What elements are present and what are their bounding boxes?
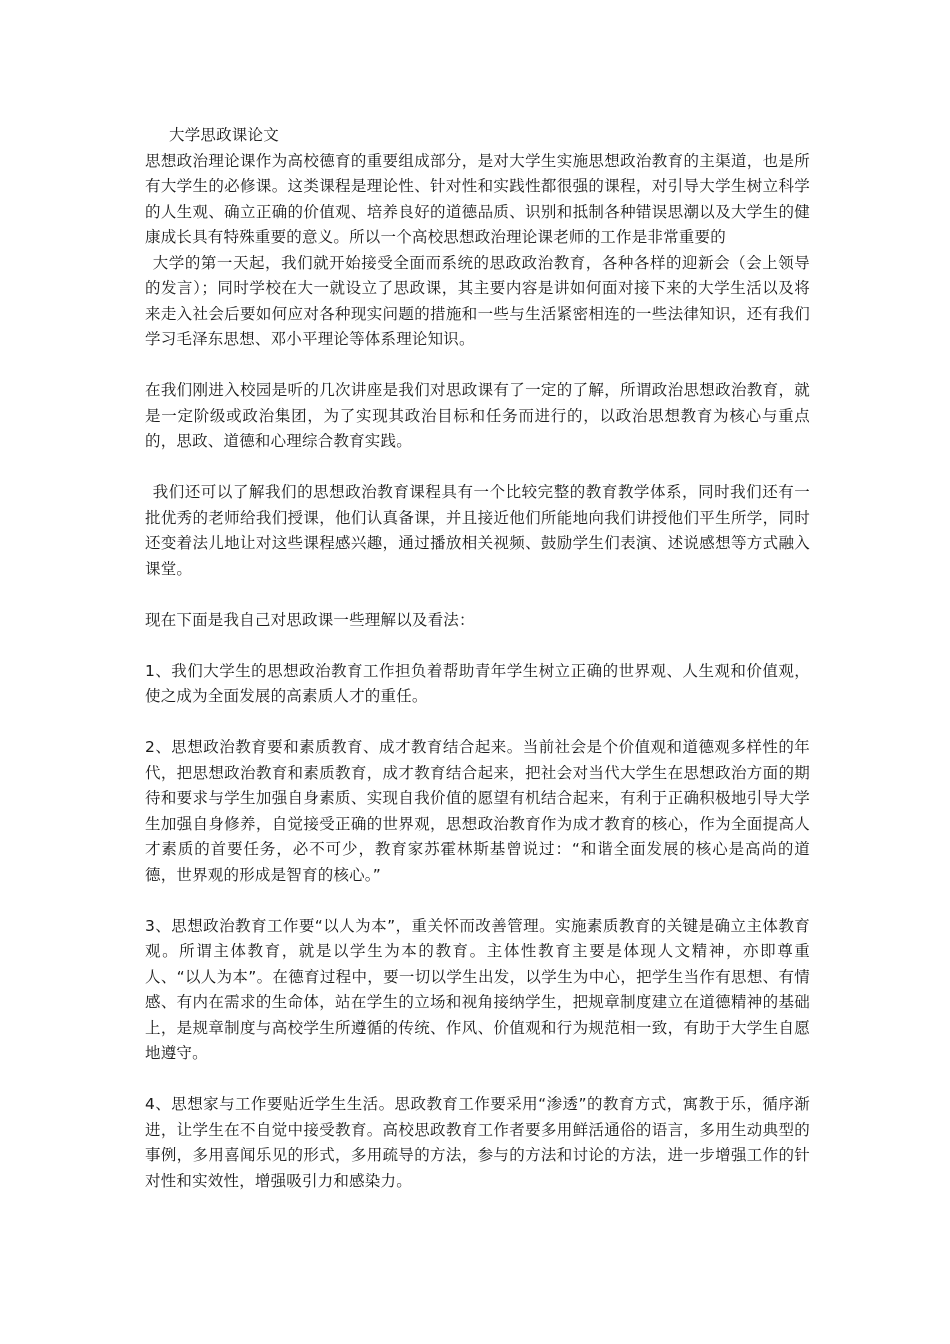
document-title: 大学思政课论文	[169, 126, 279, 144]
paragraph-intro: 思想政治理论课作为高校德育的重要组成部分，是对大学生实施思想政治教育的主渠道，也是所有大学生的必修课。这类课程是理论性、针对性和实践性都很强的课程，对引导大学生树立科学的人生观、确立正确的价值观、培养良好的道德品质、识别和抵制各种错误思潮以及大学生的健康成长具有特殊重要的意义。所以一个高校思想政治理论课老师的工作是非常重要的	[145, 151, 810, 246]
paragraph-point-1: 1、我们大学生的思想政治教育工作担负着帮助青年学生树立正确的世界观、人生观和价值观，使之成为全面发展的高素质人才的重任。	[145, 661, 810, 705]
paragraph-curriculum: 我们还可以了解我们的思想政治教育课程具有一个比较完整的教育教学体系，同时我们还有一批优秀的老师给我们授课，他们认真备课，并且接近他们所能地向我们讲授他们平生所学，同时还变着法儿地让对这些课程感兴趣，通过播放相关视频、鼓励学生们表演、述说感想等方式融入课堂。	[145, 483, 810, 578]
paragraph-point-3: 3、思想政治教育工作要“以人为本”，重关怀而改善管理。实施素质教育的关键是确立主体教育观。所谓主体教育，就是以学生为本的教育。主体性教育主要是体现人文精神，亦即尊重人、“以人为本”。在德育过程中，要一切以学生出发，以学生为中心，把学生当作有思想、有情感、有内在需求的生命体，站在学生的立场和视角接纳学生，把规章制度建立在道德精神的基础上，是规章制度与高校学生所遵循的传统、作风、价值观和行为规范相一致，有助于大学生自愿地遵守。	[145, 916, 810, 1062]
paragraph-lectures: 在我们刚进入校园是听的几次讲座是我们对思政课有了一定的了解，所谓政治思想政治教育，就是一定阶级或政治集团，为了实现其政治目标和任务而进行的，以政治思想教育为核心与重点的，思政、道德和心理综合教育实践。	[145, 381, 810, 450]
paragraph-first-day: 大学的第一天起，我们就开始接受全面而系统的思政政治教育，各种各样的迎新会（会上领导的发言）；同时学校在大一就设立了思政课，其主要内容是讲如何面对接下来的大学生活以及将来走入社会后要如何应对各种现实问题的措施和一些与生活紧密相连的一些法律知识，还有我们学习毛泽东思想、邓小平理论等体系理论知识。	[145, 253, 810, 348]
paragraph-point-4: 4、思想家与工作要贴近学生生活。思政教育工作要采用“渗透”的教育方式，寓教于乐，循序渐进，让学生在不自觉中接受教育。高校思政教育工作者要多用鲜活通俗的语言，多用生动典型的事例，多用喜闻乐见的形式，多用疏导的方法，参与的方法和讨论的方法，进一步增强工作的针对性和实效性，增强吸引力和感染力。	[145, 1095, 810, 1190]
paragraph-point-2: 2、思想政治教育要和素质教育、成才教育结合起来。当前社会是个价值观和道德观多样性的年代，把思想政治教育和素质教育，成才教育结合起来，把社会对当代大学生在思想政治方面的期待和要求与学生加强自身素质、实现自我价值的愿望有机结合起来，有利于正确积极地引导大学生加强自身修养，自觉接受正确的世界观，思想政治教育作为成才教育的核心，作为全面提高人才素质的首要任务，必不可少，教育家苏霍林斯基曾说过：“和谐全面发展的核心是高尚的道德，世界观的形成是智育的核心。”	[145, 738, 810, 884]
document-body	[145, 123, 810, 1194]
paragraph-views-intro: 现在下面是我自己对思政课一些理解以及看法：	[145, 610, 475, 629]
